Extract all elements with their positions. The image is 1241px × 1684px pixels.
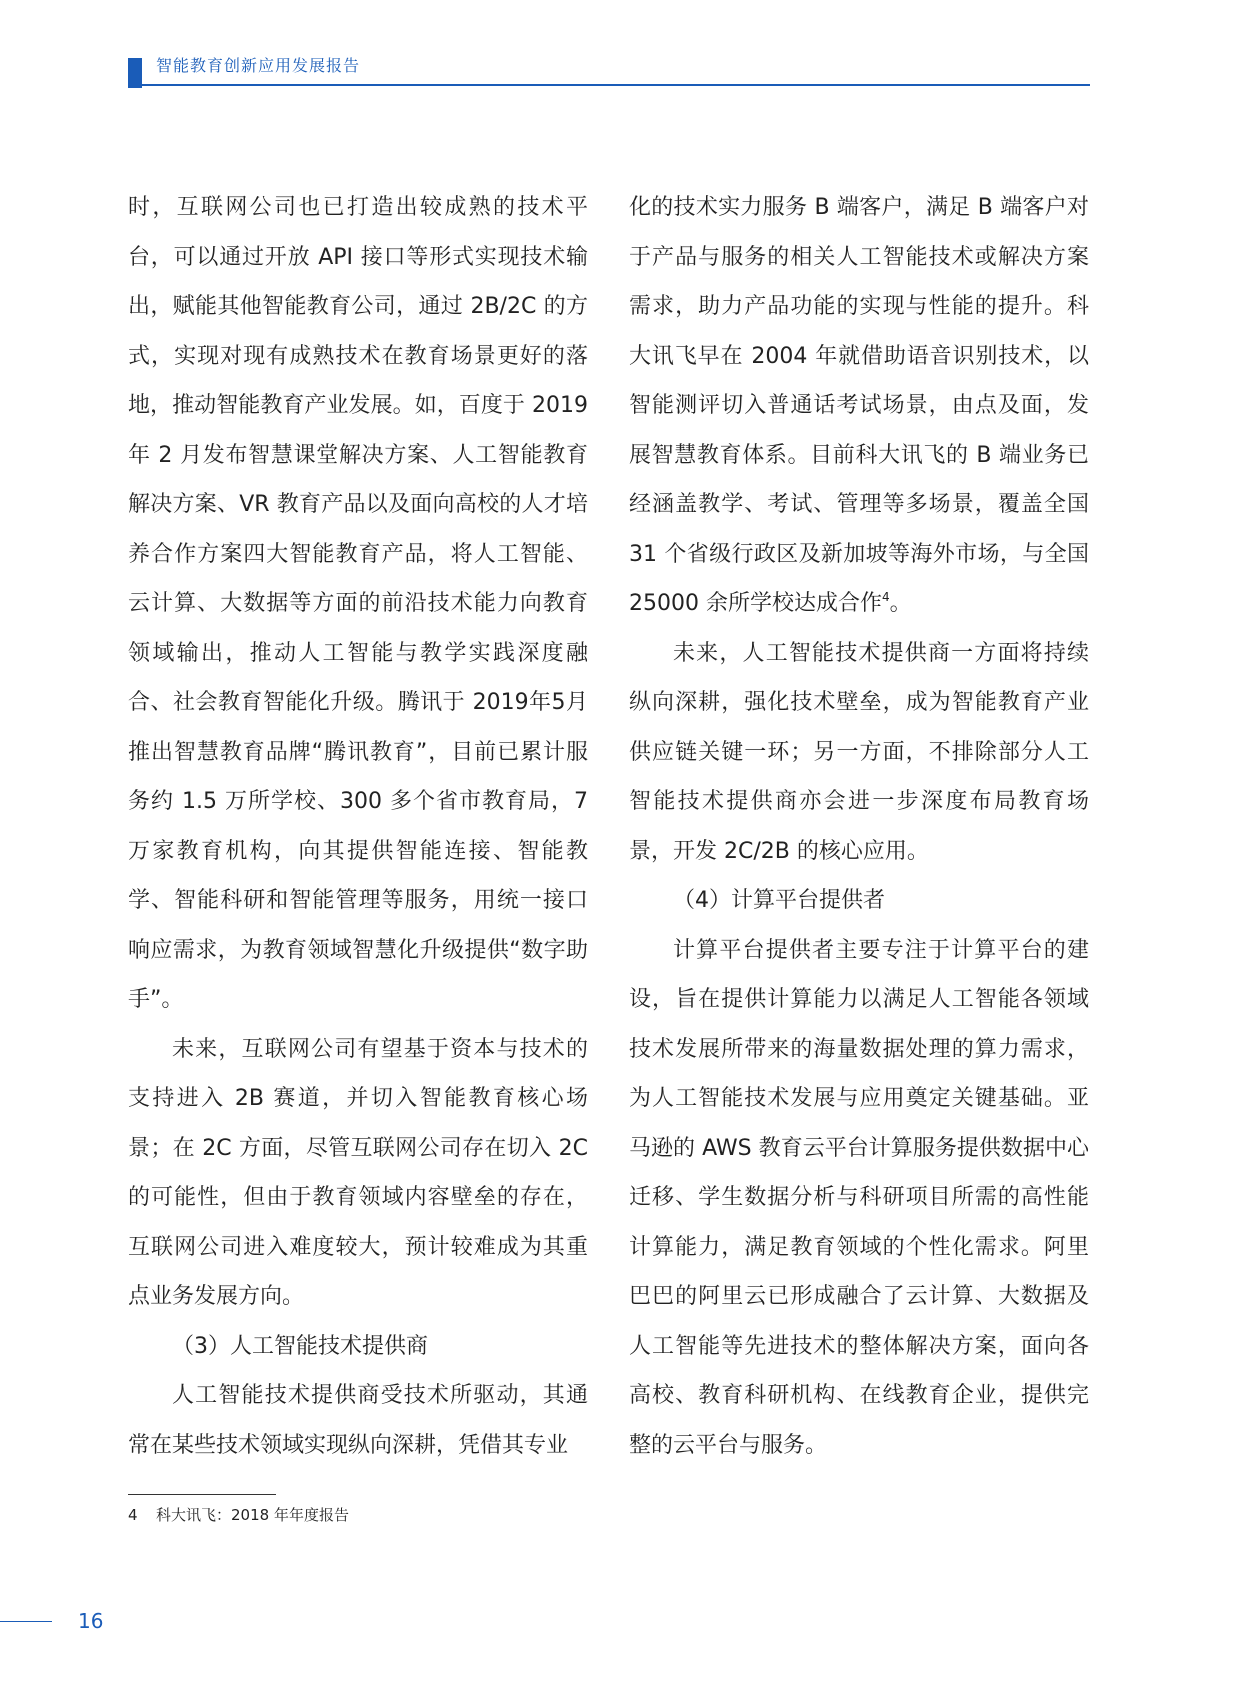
page-number: 16 bbox=[78, 1609, 104, 1633]
section-heading: （4）计算平台提供者 bbox=[673, 888, 885, 913]
paragraph: 人工智能技术提供商受技术所驱动，其通常在某些技术领域实现纵向深耕，凭借其专业 bbox=[128, 1383, 588, 1458]
paragraph: 未来，人工智能技术提供商一方面将持续纵向深耕，强化技术壁垒，成为智能教育产业供应链关键一环；另一方面，不排除部分人工智能技术提供商亦会进一步深度布局教育场景，开发 2C/2B 的核心应用。 bbox=[629, 640, 1089, 864]
right-column bbox=[629, 183, 1089, 1470]
footnote-number: 4 bbox=[128, 1506, 138, 1524]
page-number-rule bbox=[0, 1621, 52, 1622]
header-rule bbox=[128, 84, 1090, 86]
footnote-text: 科大讯飞：2018 年年度报告 bbox=[156, 1506, 349, 1524]
footnote bbox=[128, 1505, 349, 1525]
section-heading: （3）人工智能技术提供商 bbox=[172, 1333, 428, 1359]
paragraph: 计算平台提供者主要专注于计算平台的建设，旨在提供计算能力以满足人工智能各领域技术发展所带来的海量数据处理的算力需求，为人工智能技术发展与应用奠定关键基础。亚马逊的 AWS 教育云平台计算服务提供数据中心迁移、学生数据分析与科研项目所需的高性能计算能力，满足教育领域的个性化需求。阿里巴巴的阿里云已形成融合了云计算、大数据及人工智能等先进技术的整体解决方案，面向各高校、教育科研机构、在线教育企业，提供完整的云平台与服务。 bbox=[629, 937, 1089, 1458]
report-title: 智能教育创新应用发展报告 bbox=[156, 56, 361, 75]
footnote-rule bbox=[128, 1494, 276, 1495]
paragraph-text: 化的技术实力服务 B 端客户，满足 B 端客户对于产品与服务的相关人工智能技术或解决方案需求，助力产品功能的实现与性能的提升。科大讯飞早在 2004 年就借助语音识别技术，以智能测评切入普通话考试场景，由点及面，发展智慧教育体系。目前科大讯飞的 B 端业务已经涵盖教学、考试、管理等多场景，覆盖全国 31 个省级行政区及新加坡等海外市场，与全国 25000 余所学校达成合作 bbox=[629, 195, 1089, 616]
paragraph bbox=[629, 183, 1089, 629]
paragraph: 时，互联网公司也已打造出较成熟的技术平台，可以通过开放 API 接口等形式实现技术输出，赋能其他智能教育公司，通过 2B/2C 的方式，实现对现有成熟技术在教育场景更好的落地，推动智能教育产业发展。如，百度于 2019 年 2 月发布智慧课堂解决方案、人工智能教育解决方案、VR 教育产品以及面向高校的人才培养合作方案四大智能教育产品，将人工智能、云计算、大数据等方面的前沿技术能力向教育领域输出，推动人工智能与教学实践深度融合、社会教育智能化升级。腾讯于 2019年5月推出智慧教育品牌“腾讯教育”，目前已累计服务约 1.5 万所学校、300 多个省市教育局，7 万家教育机构，向其提供智能连接、智能教学、智能科研和智能管理等服务，用统一接口响应需求，为教育领域智慧化升级提供“数字助手”。 bbox=[128, 195, 588, 1012]
paragraph-end: 。 bbox=[889, 591, 912, 616]
left-column bbox=[128, 183, 588, 1470]
footnote-reference[interactable]: 4 bbox=[881, 590, 890, 604]
paragraph: 未来，互联网公司有望基于资本与技术的支持进入 2B 赛道，并切入智能教育核心场景；在 2C 方面，尽管互联网公司存在切入 2C 的可能性，但由于教育领域内容壁垒的存在，互联网公司进入难度较大，预计较难成为其重点业务发展方向。 bbox=[128, 1036, 588, 1309]
